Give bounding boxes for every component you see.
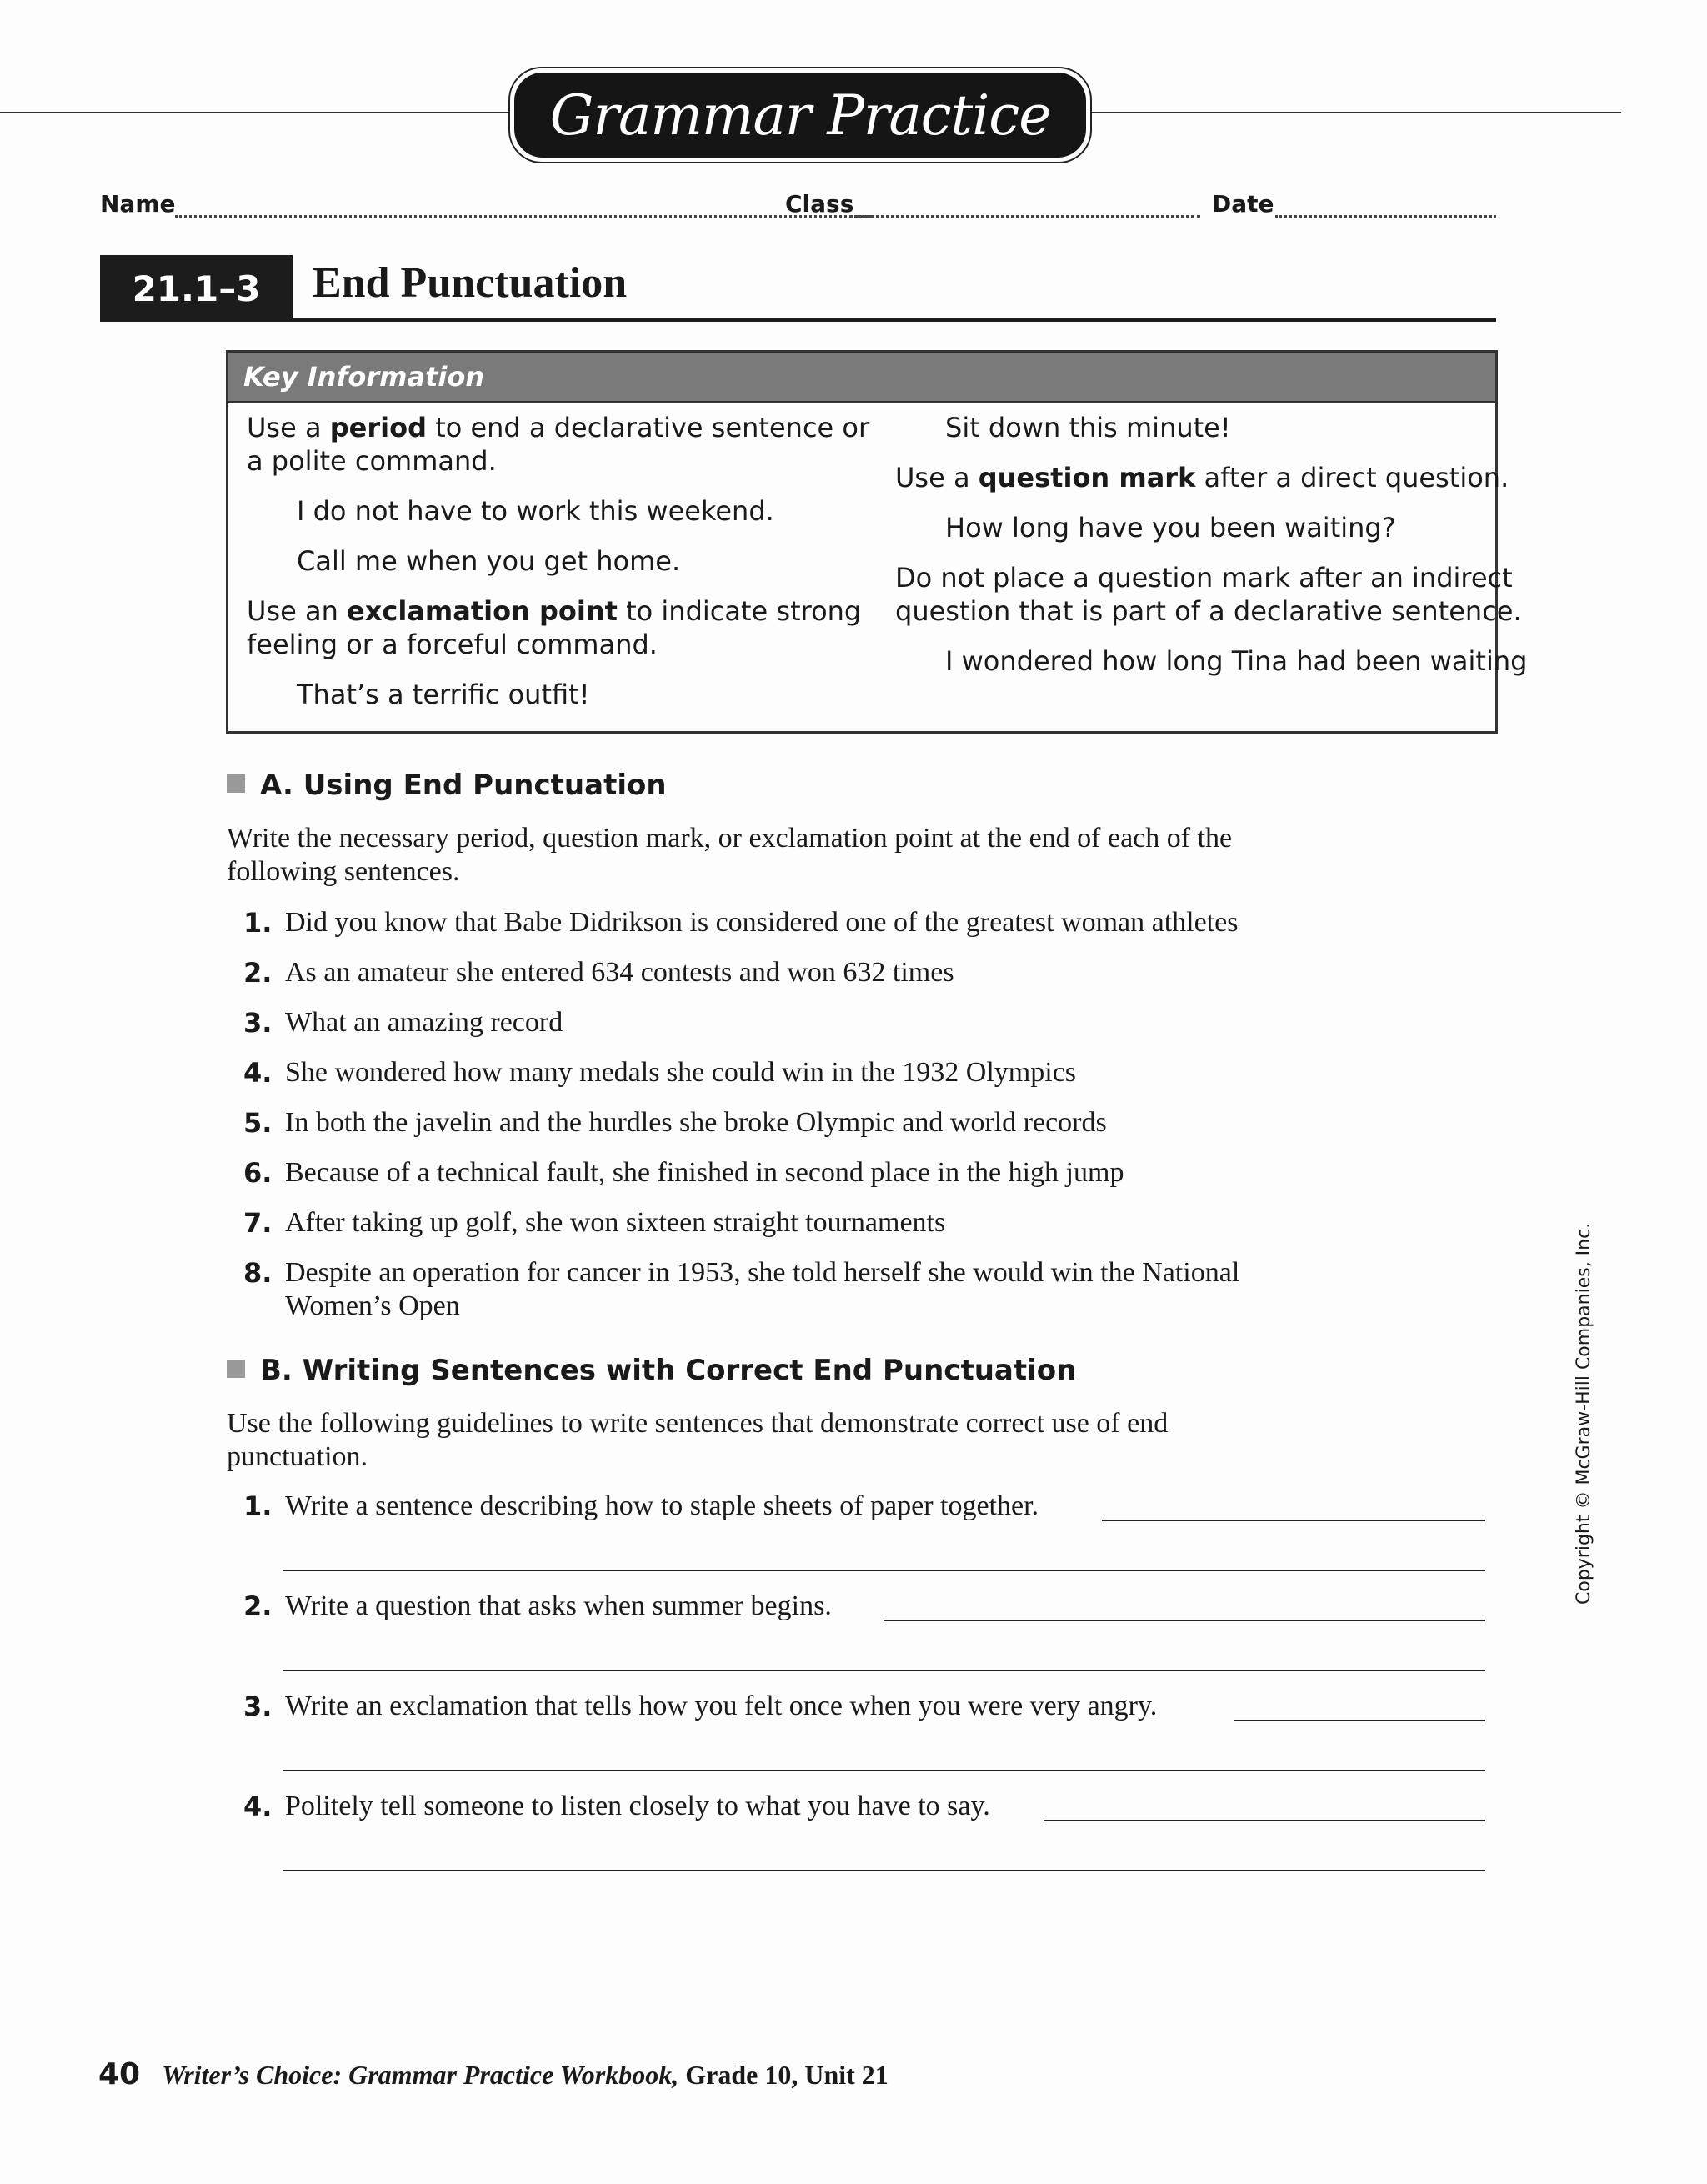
- answer-line[interactable]: [283, 1670, 1485, 1671]
- header-fields: [100, 190, 1496, 223]
- key-example: I wondered how long Tina had been waiting: [945, 645, 1528, 677]
- part-a-heading: A. Using End Punctuation: [227, 769, 667, 802]
- answer-line[interactable]: [1044, 1820, 1485, 1821]
- key-rule-exclamation: Use an exclamation point to indicate strong: [247, 595, 862, 627]
- key-rule-question: Use a question mark after a direct question.: [895, 462, 1509, 493]
- answer-line[interactable]: [1102, 1520, 1485, 1521]
- key-example: That’s a terrific outfit!: [297, 679, 590, 710]
- key-rule-indirect: Do not place a question mark after an indirect: [895, 562, 1513, 594]
- section-number: 21.1–3: [100, 255, 293, 322]
- part-a-instructions: Write the necessary period, question mark, or exclamation point at the end of each of the following sentences.: [227, 823, 1233, 887]
- part-b-heading: B. Writing Sentences with Correct End Punctuation: [227, 1354, 1076, 1387]
- banner-title: Grammar Practice: [549, 83, 1051, 148]
- name-field[interactable]: [175, 215, 871, 218]
- key-example: I do not have to work this weekend.: [297, 495, 774, 527]
- name-label: Name: [100, 190, 176, 218]
- square-bullet-icon: [227, 1360, 245, 1378]
- class-field[interactable]: [850, 215, 1200, 218]
- book-grade-unit: Grade 10, Unit 21: [678, 2060, 889, 2090]
- key-information-header: [228, 353, 1495, 403]
- answer-line[interactable]: [1234, 1720, 1485, 1721]
- key-information-box: [226, 350, 1528, 734]
- key-rule-period: Use a period to end a declarative sentence or: [247, 412, 870, 443]
- answer-line[interactable]: [884, 1620, 1485, 1621]
- section-title: End Punctuation: [313, 259, 628, 307]
- page-number: 40: [98, 2057, 141, 2091]
- section-rule: [100, 318, 1496, 322]
- key-example: How long have you been waiting?: [945, 512, 1396, 543]
- part-b-instructions: Use the following guidelines to write sentences that demonstrate correct use of end punctuation.: [227, 1408, 1169, 1472]
- answer-line[interactable]: [283, 1870, 1485, 1871]
- date-label: Date: [1212, 190, 1274, 218]
- copyright-notice: Copyright © McGraw-Hill Companies, Inc.: [1574, 1222, 1594, 1605]
- square-bullet-icon: [227, 774, 245, 793]
- key-example: Sit down this minute!: [945, 412, 1231, 443]
- key-rule-indirect-line2: question that is part of a declarative sentence.: [895, 595, 1522, 627]
- key-example: Call me when you get home.: [297, 545, 681, 577]
- key-rule-exclamation-line2: feeling or a forceful command.: [247, 629, 658, 660]
- key-rule-period-line2: a polite command.: [247, 445, 497, 477]
- worksheet-page: Grammar Practice Name Class Date 21.1–3 End Punctuation Key Information Use a period to end a declarative sentence or a polite command. I do not have to work this weekend. Call me when you get home. Use an exclamation point to indicate strong feeling or a forceful command. That’s a terrific outfit! Sit down this minute! Use a question mark after a direct question. How long have you been waiting? Do not place a question mark after an indirect question that is part of a declarative sentence. I wondered how long Tina had been waiting A. Using End Punctuation Write the necessary period, question mark, or exclamation point at the end of each of the following sentences. 1. Did you know that Babe Didrikson is considered one of the greatest woman athletes 2. As an amateur she entered 634 contests and won 632 times 3. What an amazing record 4. She wondered how many medals she could win in the 1932 Olympics 5. In both the javelin and the hurdles she broke Olympic and world records 6. Because of a technical fault, she finished in second place in the high jump 7. After taking up golf, she won sixteen straight tournaments 8. Despite an operation for cancer in 1953, she told herself she would win the National Women’s Open B. Writing Sentences with Correct End Punctuation Use the following guidelines to write sentences that demonstrate correct use of end punctuation. 1. Write a sentence describing how to staple sheets of paper together. 2. Write a question that asks when summer begins. 3. Write an exclamation that tells how you felt once when you were very angry. 4. Politely tell someone to listen closely to what you have to say. Copyright © McGraw-Hill Companies, Inc. 40 Writer’s Choice: Grammar Practice Workbook, Grade 10, Unit 21: [0, 0, 1707, 2184]
- answer-line[interactable]: [283, 1770, 1485, 1771]
- class-label: Class: [785, 190, 854, 218]
- answer-line[interactable]: [283, 1570, 1485, 1571]
- date-field[interactable]: [1275, 215, 1496, 218]
- page-footer: [98, 2057, 889, 2091]
- key-information-heading: Key Information: [243, 361, 485, 393]
- book-title: Writer’s Choice: Grammar Practice Workbook,: [162, 2060, 679, 2090]
- banner: [514, 73, 1086, 158]
